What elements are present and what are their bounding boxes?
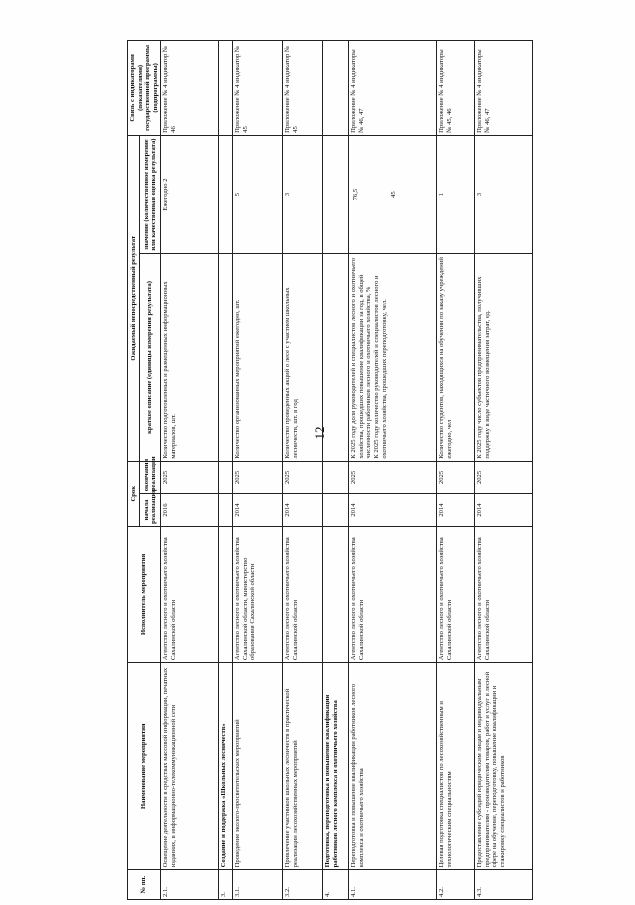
row-number: 4.1. [349,870,437,900]
row-end-year [219,461,233,494]
row-activity-name: Освещение деятельности в средствах массовой информации, печатных изданиях, в информационно-телекоммуникационной сети [161,663,219,870]
row-result-description: Количество подготовленных и размещенных информационных материалов, шт. [161,254,219,461]
row-number: 4.3. [475,870,533,900]
header-result: Ожидаемый непосредственный результат [128,135,140,461]
header-description: краткое описание (единицы измерения результата) [140,254,161,461]
row-end-year [323,461,349,494]
row-end-year: 2025 [475,461,533,494]
header-executor: Исполнитель мероприятия [128,526,161,662]
table-row [233,41,283,900]
row-result-description: К 2025 году число субъектов предпринимательства, получивших поддержку в виде частичного возмещения затрат, ед. [475,254,533,461]
result-value-part: 76,5 [352,188,360,201]
row-indicator-link [323,41,349,136]
row-start-year: 2014 [437,494,475,527]
row-executor: Агентство лесного и охотничьего хозяйства Сахалинской области [283,526,323,662]
program-table-sheet [127,5,635,900]
row-result-value: 3 [475,135,533,254]
row-number: 4. [323,870,349,900]
row-number: 4.2. [437,870,475,900]
table-row [283,41,323,900]
table-row [161,41,219,900]
result-description-part: К 2025 году доля руководителей и специалистов лесного и охотничьего хозяйства, прошедших повышение квалификации за год, в общей численности работников лесного и охотничьего хозяйства, % [350,257,373,459]
row-start-year: 2016 [161,494,219,527]
row-result-description [323,254,349,461]
row-end-year: 2025 [437,461,475,494]
row-result-description [349,254,437,461]
row-activity-name: Целевая подготовка специалистов по лесохозяйственным и технологическим специальностям [437,663,475,870]
row-indicator-link: Приложение № 4 индикаторы № 46, 47 [349,41,437,136]
row-executor: Агентство лесного и охотничьего хозяйства Сахалинской области [437,526,475,662]
header-value: значение (количественное измерение или качественная оценка результата) [140,135,161,254]
result-description-part: К 2025 году количество руководителей и специалистов лесного и охотничьего хозяйства, прошедших переподготовку, чел. [373,275,388,459]
row-indicator-link: Приложение № 4 индикаторы № 46, 47 [475,41,533,136]
row-number: 3.1. [233,870,283,900]
row-result-description [219,254,233,461]
row-indicator-link: Приложение № 4 индикаторы № 45, 46 [437,41,475,136]
row-indicator-link: Приложение № 4 индикатор № 45 [233,41,283,136]
row-executor [323,526,349,662]
row-activity-name: Проведение эколого-просветительских мероприятий [233,663,283,870]
row-executor: Агентство лесного и охотничьего хозяйства Сахалинской области [349,526,437,662]
row-activity-name: Переподготовка и повышение квалификации работников лесного комплекса и охотничьего хозяйства [349,663,437,870]
row-result-value: 5 [233,135,283,254]
row-number: 3. [219,870,233,900]
row-start-year: 2014 [475,494,533,527]
row-result-value [219,135,233,254]
header-term: Срок [128,461,140,526]
row-activity-name: Создание и поддержка «Школьных лесничеств» [219,663,233,870]
row-end-year: 2025 [283,461,323,494]
row-activity-name: Привлечение участников школьных лесничеств в практической реализации лесохозяйственных мероприятий [283,663,323,870]
table-row [349,41,437,900]
row-indicator-link: Приложение № 4 индикатор № 46 [161,41,219,136]
table-row [323,41,349,900]
row-number: 3.2. [283,870,323,900]
row-start-year: 2014 [233,494,283,527]
result-value-part: 45 [389,191,397,198]
row-number: 2.1. [161,870,219,900]
row-end-year: 2025 [349,461,437,494]
header-name: Наименование мероприятия [128,663,161,870]
table-row [219,41,233,900]
row-result-description: Количество проведенных акций о лесе с участием школьных лесничеств, шт. в год [283,254,323,461]
page-number: 12 [312,426,327,440]
row-executor [219,526,233,662]
row-indicator-link: Приложение № 4 индикатор № 45 [283,41,323,136]
row-indicator-link [219,41,233,136]
row-result-value: 3 [283,135,323,254]
row-result-description: Количество организованных мероприятий ежегодно, шт. [233,254,283,461]
row-start-year [219,494,233,527]
activities-table [127,40,533,900]
row-result-value: Ежегодно 2 [161,135,219,254]
row-executor: Агентство лесного и охотничьего хозяйства Сахалинской области [475,526,533,662]
row-result-value [323,135,349,254]
row-result-value: 1 [437,135,475,254]
row-start-year: 2014 [349,494,437,527]
row-activity-name: Предоставление субсидий юридическим лицам и индивидуальным предпринимателям - производителям товаров, работ и услуг в лесной сфере на обучение, переподготовку, повышение квалификации и стажировку специалистов и работников [475,663,533,870]
header-link: Связь с индикаторами (показателями) государственной программы (подпрограммы) [128,41,161,136]
table-row [475,41,533,900]
row-end-year: 2025 [161,461,219,494]
row-start-year: 2014 [283,494,323,527]
header-start: начала реализации [140,494,161,527]
row-result-description: Количество студентов, находящихся на обучении по заказу учреждений ежегодно, чел [437,254,475,461]
table-row [437,41,475,900]
row-activity-name: Подготовка, переподготовка и повышение квалификации работников лесного комплекса и охотничьего хозяйства [323,663,349,870]
header-num: № пп. [128,870,161,900]
row-executor: Агентство лесного и охотничьего хозяйства Сахалинской области, министерство образования Сахалинской области [233,526,283,662]
row-result-value [349,135,437,254]
row-start-year [323,494,349,527]
header-end: окончания реализации [140,461,161,494]
row-end-year: 2025 [233,461,283,494]
row-executor: Агентство лесного и охотничьего хозяйства Сахалинской области [161,526,219,662]
